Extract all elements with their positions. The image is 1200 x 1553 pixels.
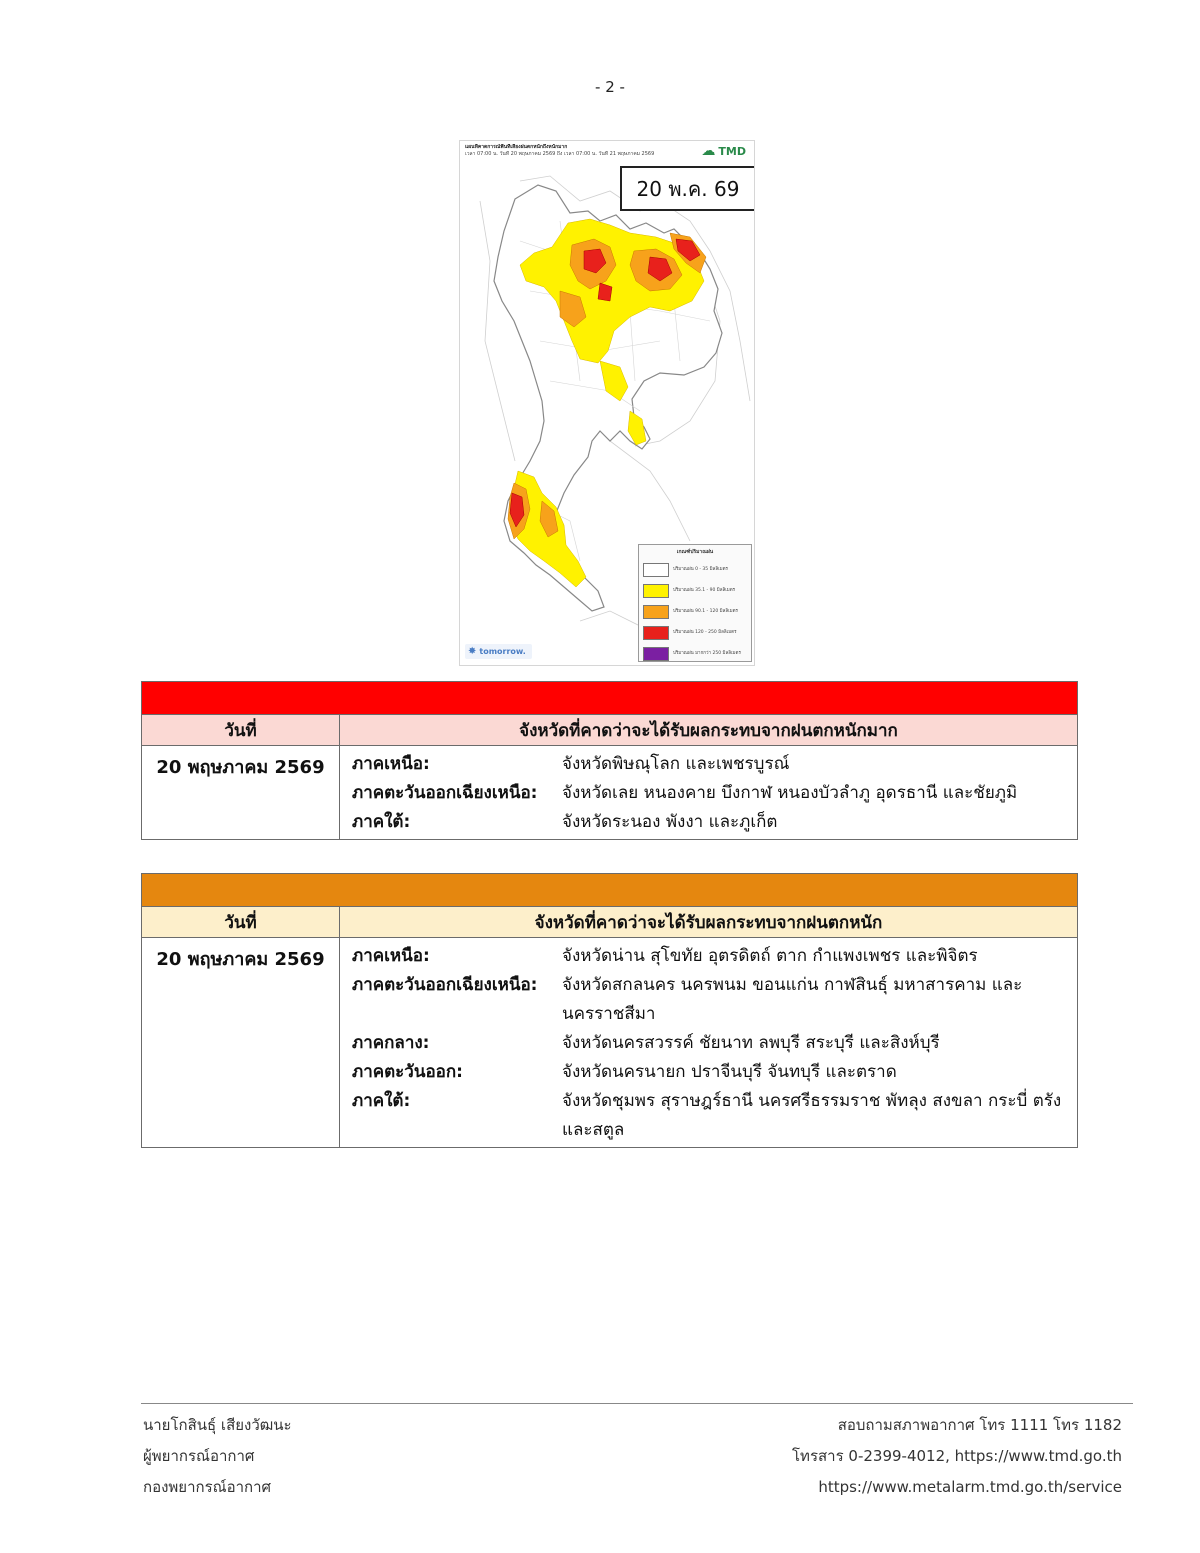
column-header-provinces: จังหวัดที่คาดว่าจะได้รับผลกระทบจากฝนตกหนักมาก: [340, 715, 1078, 746]
tomorrow-brand: ✸ tomorrow.: [465, 644, 532, 659]
region-provinces: จังหวัดชุมพร สุราษฎร์ธานี นครศรีธรรมราช พัทลุง สงขลา กระบี่ ตรัง และสตูล: [562, 1091, 1062, 1140]
column-header-date: วันที่: [142, 715, 340, 746]
region-name: ภาคเหนือ:: [352, 754, 430, 774]
very-heavy-rain-table: [141, 681, 1078, 840]
region-row: [352, 971, 1077, 1029]
region-provinces: จังหวัดน่าน สุโขทัย อุตรดิตถ์ ตาก กำแพงเพชร และพิจิตร: [562, 946, 978, 966]
region-row: [352, 1087, 1077, 1145]
column-header-date: วันที่: [142, 907, 340, 938]
table-date: 20 พฤษภาคม 2569: [142, 938, 340, 1148]
region-row: [352, 750, 1077, 779]
forecaster-name: นายโกสินธุ์ เสียงวัฒนะ: [143, 1416, 292, 1434]
map-header: [465, 144, 710, 158]
legend-swatch: [643, 626, 669, 640]
forecaster-title: ผู้พยากรณ์อากาศ: [143, 1447, 255, 1465]
region-provinces: จังหวัดนครนายก ปราจีนบุรี จันทบุรี และตราด: [562, 1062, 897, 1082]
heavy-rain-banner: [142, 874, 1078, 907]
region-row: [352, 1029, 1077, 1058]
column-header-provinces: จังหวัดที่คาดว่าจะได้รับผลกระทบจากฝนตกหนัก: [340, 907, 1078, 938]
map-date-label: 20 พ.ค. 69: [620, 166, 755, 211]
legend-item: ปริมาณฝน 35.1 - 90 มิลลิเมตร: [643, 580, 747, 601]
legend-item: ปริมาณฝน มากกว่า 250 มิลลิเมตร: [643, 643, 747, 664]
tmd-logo: ☁ TMD: [701, 143, 746, 159]
forecaster-division: กองพยากรณ์อากาศ: [143, 1478, 272, 1496]
region-row: [352, 942, 1077, 971]
region-name: ภาคกลาง:: [352, 1033, 430, 1053]
page-number: - 2 -: [595, 78, 625, 96]
very-heavy-rain-banner: [142, 682, 1078, 715]
region-name: ภาคตะวันออกเฉียงเหนือ:: [352, 783, 538, 803]
contact-fax-website: โทรสาร 0-2399-4012, https://www.tmd.go.th: [792, 1447, 1122, 1465]
region-provinces: จังหวัดเลย หนองคาย บึงกาฬ หนองบัวลำภู อุดรธานี และชัยภูมิ: [562, 783, 1018, 803]
map-title: แผนที่คาดการณ์พื้นที่เสี่ยงฝนตกหนักถึงหนักมาก: [465, 144, 568, 150]
region-list: [340, 746, 1077, 839]
map-legend: [638, 544, 752, 662]
contact-phone: สอบถามสภาพอากาศ โทร 1111 โทร 1182: [837, 1416, 1122, 1434]
footer-right: [792, 1410, 1122, 1503]
region-name: ภาคใต้:: [352, 812, 411, 832]
footer-left: [143, 1410, 292, 1503]
region-name: ภาคตะวันออก:: [352, 1062, 463, 1082]
footer-divider: [141, 1403, 1133, 1404]
map-subtitle: เวลา 07:00 น. วันที่ 20 พฤษภาคม 2569 ถึง เวลา 07:00 น. วันที่ 21 พฤษภาคม 2569: [465, 151, 655, 157]
legend-swatch: [643, 605, 669, 619]
region-row: [352, 779, 1077, 808]
legend-swatch: [643, 584, 669, 598]
region-row: [352, 1058, 1077, 1087]
legend-title: เกณฑ์ปริมาณฝน: [676, 549, 714, 555]
table-date: 20 พฤษภาคม 2569: [142, 746, 340, 840]
region-provinces: จังหวัดระนอง พังงา และภูเก็ต: [562, 812, 778, 832]
legend-item: ปริมาณฝน 0 - 35 มิลลิเมตร: [643, 559, 747, 580]
legend-item: ปริมาณฝน 90.1 - 120 มิลลิเมตร: [643, 601, 747, 622]
legend-swatch: [643, 647, 669, 661]
tomorrow-logo-icon: ✸: [468, 646, 477, 657]
region-row: [352, 808, 1077, 837]
region-provinces: จังหวัดนครสวรรค์ ชัยนาท ลพบุรี สระบุรี และสิงห์บุรี: [562, 1033, 940, 1053]
region-name: ภาคตะวันออกเฉียงเหนือ:: [352, 975, 538, 995]
heavy-rain-table: [141, 873, 1078, 1148]
rain-forecast-map: [459, 140, 755, 666]
legend-swatch: [643, 563, 669, 577]
region-provinces: จังหวัดสกลนคร นครพนม ขอนแก่น กาฬสินธุ์ มหาสารคาม และนครราชสีมา: [562, 975, 1023, 1024]
region-name: ภาคเหนือ:: [352, 946, 430, 966]
region-name: ภาคใต้:: [352, 1091, 411, 1111]
tmd-logo-icon: ☁: [701, 143, 716, 159]
region-list: [340, 938, 1077, 1147]
legend-item: ปริมาณฝน 120 - 250 มิลลิเมตร: [643, 622, 747, 643]
metalarm-link[interactable]: https://www.metalarm.tmd.go.th/service: [818, 1478, 1122, 1496]
region-provinces: จังหวัดพิษณุโลก และเพชรบูรณ์: [562, 754, 790, 774]
